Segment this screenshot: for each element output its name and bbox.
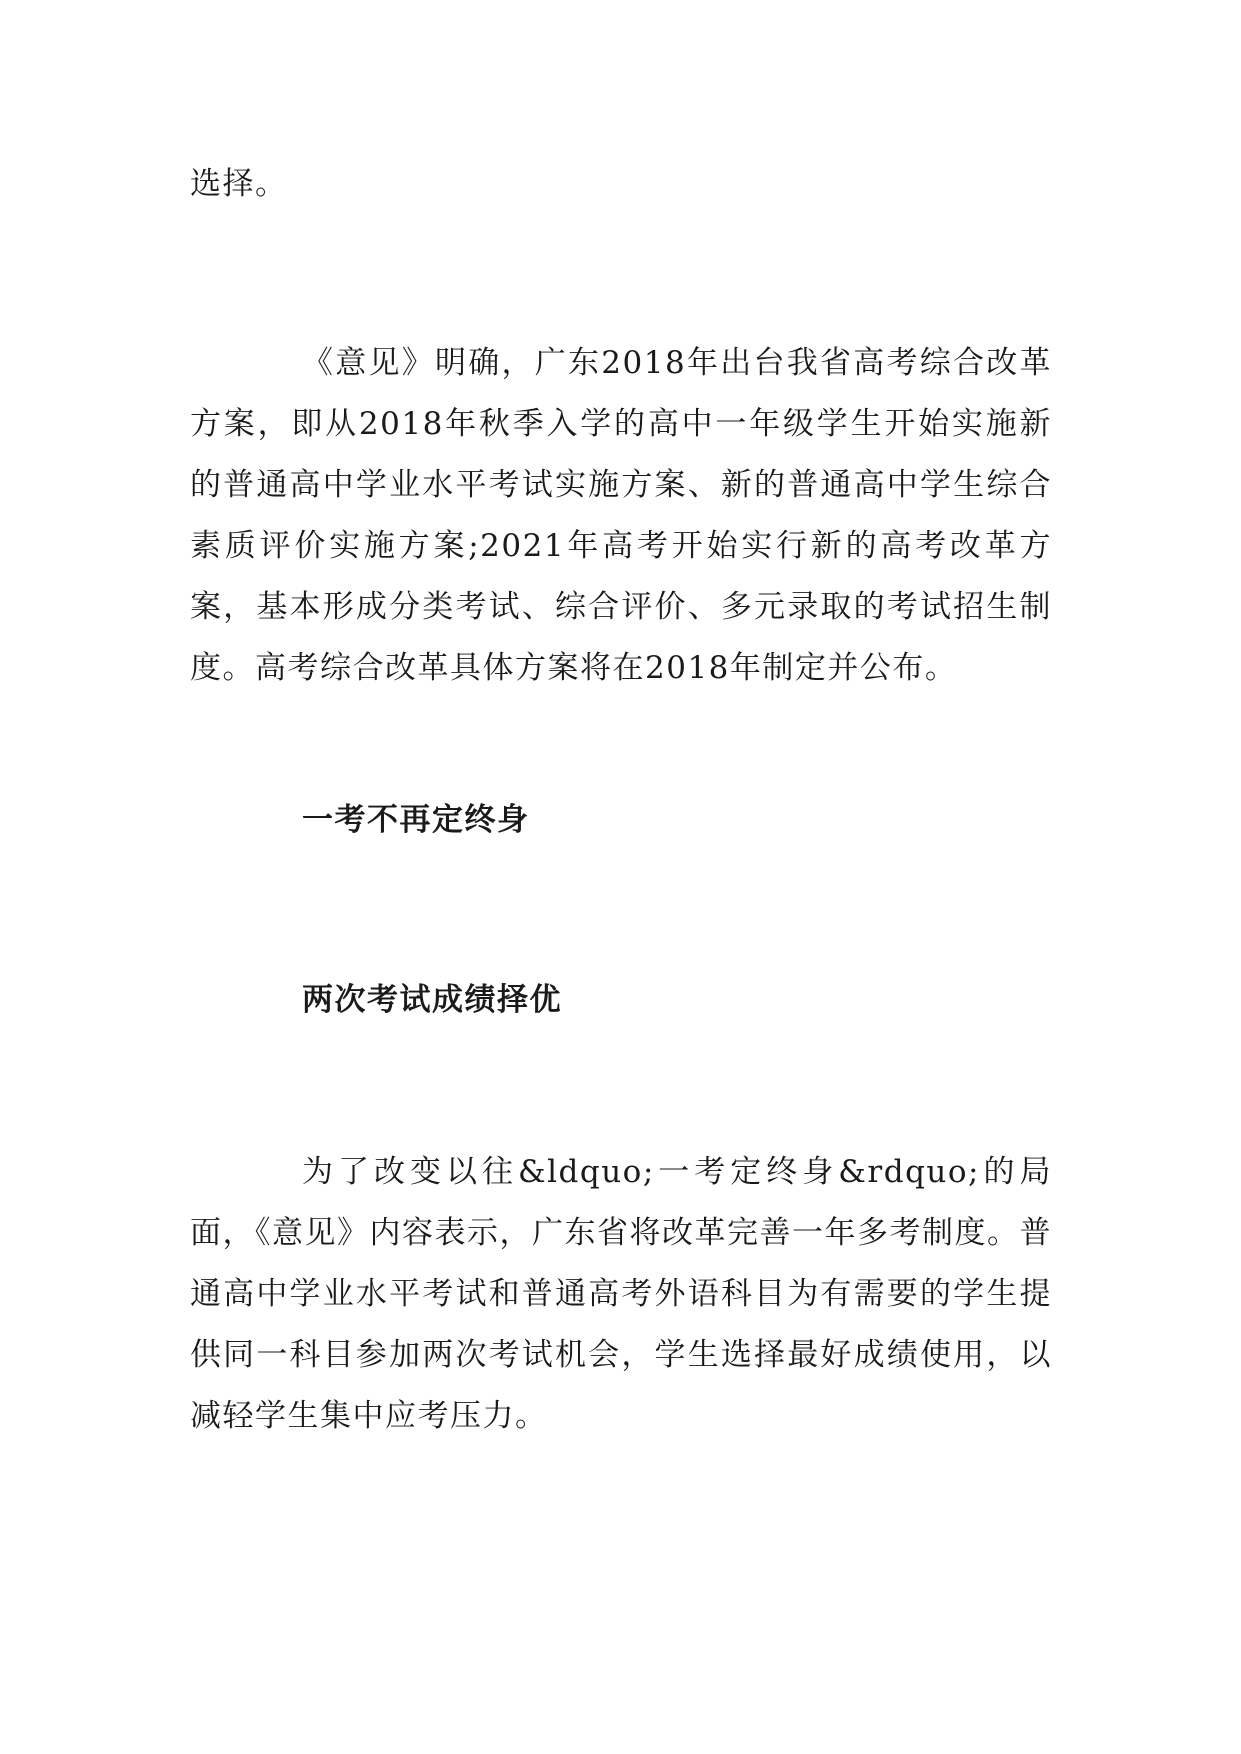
- heading-two-exams: 两次考试成绩择优: [302, 982, 562, 1018]
- paragraph-change: 为了改变以往&ldquo;一考定终身&rdquo;的局面，《意见》内容表示，广东省将改革完善一年多考制度。普通高中学业水平考试和普通高考外语科目为有需要的学生提供同一科目参加两次考试机会，学生选择最好成绩使用，以减轻学生集中应考压力。: [190, 1154, 1052, 1434]
- heading-one-exam: 一考不再定终身: [302, 802, 530, 838]
- paragraph-opinion: 《意见》明确，广东2018年出台我省高考综合改革方案，即从2018年秋季入学的高中一年级学生开始实施新的普通高中学业水平考试实施方案、新的普通高中学生综合素质评价实施方案;2021年高考开始实行新的高考改革方案，基本形成分类考试、综合评价、多元录取的考试招生制度。高考综合改革具体方案将在2018年制定并公布。: [190, 345, 1052, 686]
- paragraph-continuation: 选择。: [190, 166, 288, 202]
